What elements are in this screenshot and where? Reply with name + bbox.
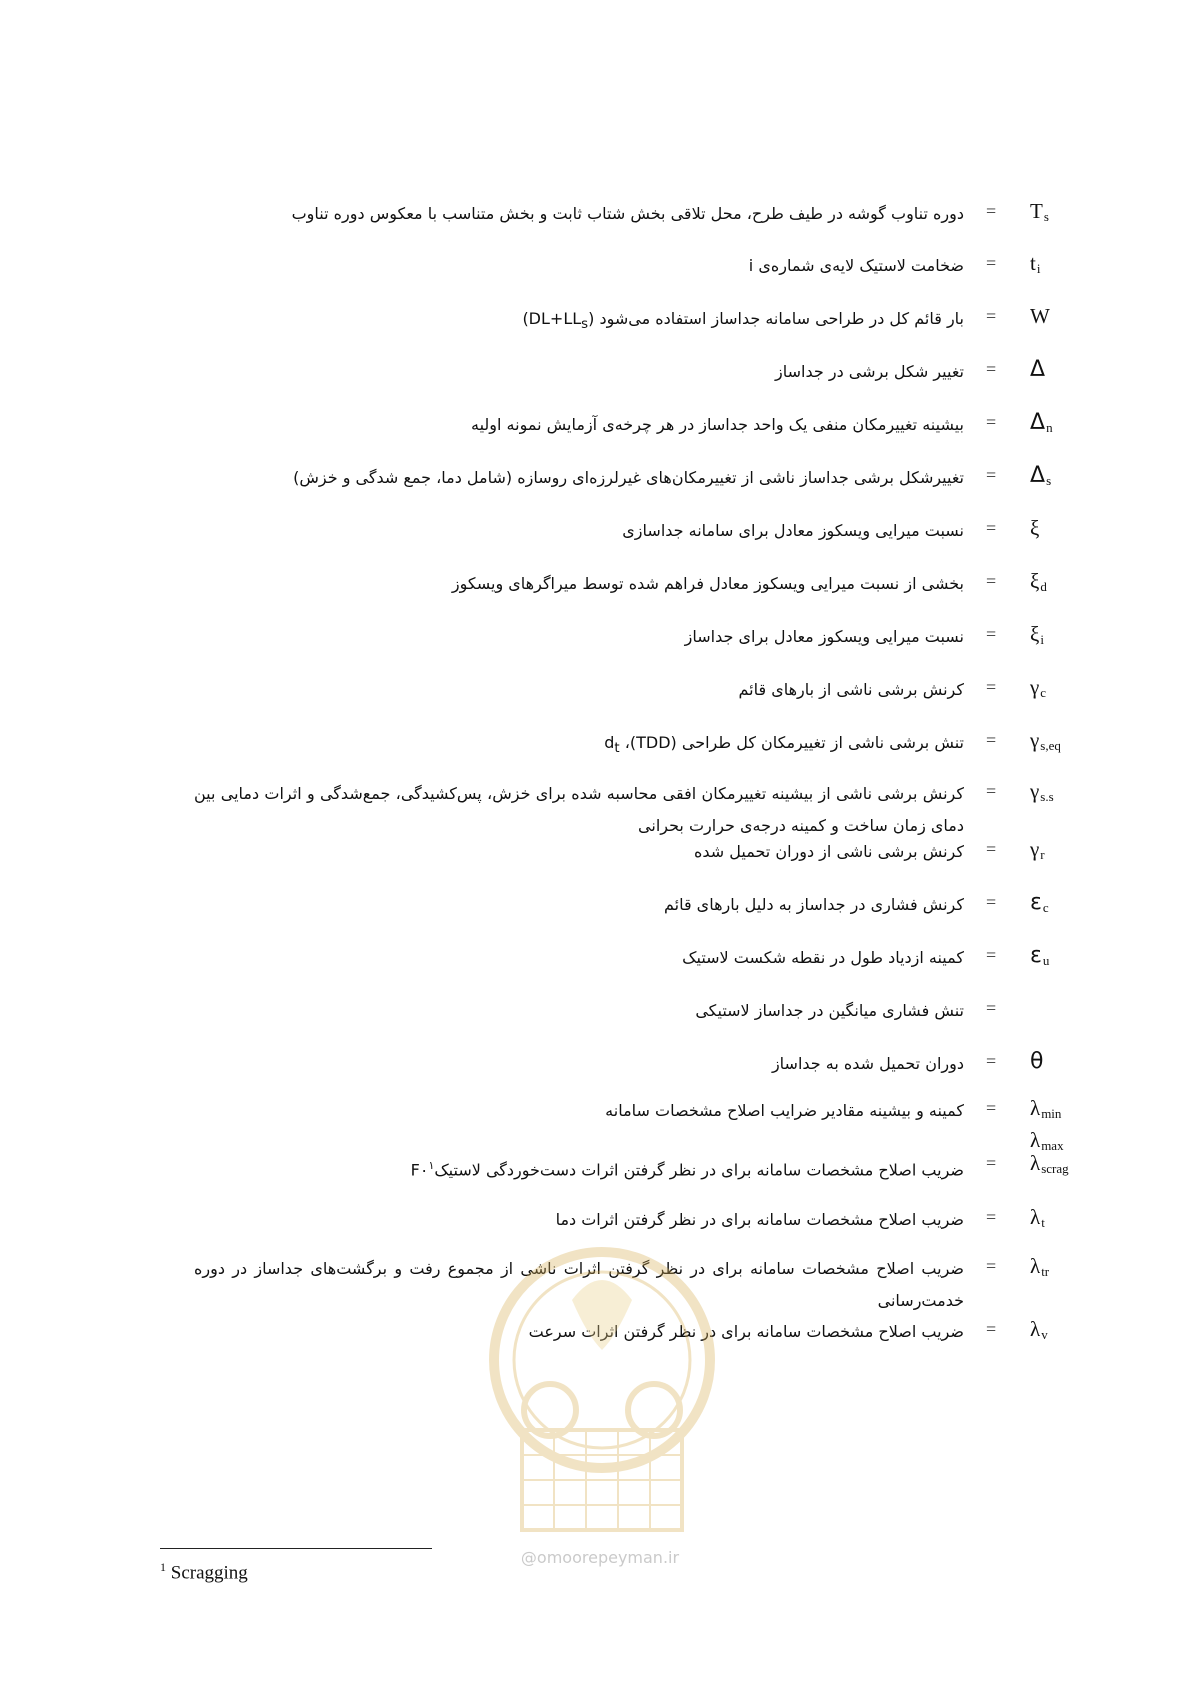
equals-sign: = [986,518,997,538]
definition-text [194,836,964,868]
definition-row [0,1316,1191,1356]
load-combination-close: ) [588,309,595,328]
symbol-subscript: n [1046,420,1053,435]
definition-row [0,942,1191,982]
symbol [1030,568,1110,600]
symbol-glyph: Δ [1030,463,1046,488]
footnote-mark: 1 [160,1560,166,1574]
symbol [1030,462,1110,494]
symbol-glyph: θ [1030,1049,1044,1074]
equals-sign: = [986,1256,997,1276]
definition-body: بیشینه تغییرمکان منفی یک واحد جداساز در هر چرخه‌ی آزمایش نمونه اولیه [471,415,964,434]
symbol-glyph: ε [1030,943,1042,968]
definition-text [194,778,964,842]
equals-sign: = [986,998,997,1018]
symbol-glyph: γ [1030,779,1040,803]
equals-sign: = [986,624,997,644]
definition-text [194,674,964,706]
symbol-subscript: tr [1041,1264,1050,1279]
symbol [1030,356,1110,383]
symbol-subscript: d [1040,579,1047,594]
equals-sign: = [986,945,997,965]
equals-sign: = [986,892,997,912]
symbol-subscript: v [1041,1327,1048,1342]
definition-row [0,198,1191,238]
symbol-glyph: λ [1030,1317,1041,1341]
definition-body: کمینه ازدیاد طول در نقطه شکست لاستیک [682,948,964,967]
symbol-glyph: W [1030,304,1050,328]
definition-text [194,515,964,547]
symbol-glyph: γ [1030,728,1040,752]
symbol [1030,889,1110,921]
equals-sign: = [986,571,997,591]
symbol-subscript: max [1041,1138,1064,1153]
definition-row [0,995,1191,1035]
definition-row [0,1150,1191,1190]
definition-body: دوره تناوب گوشه در طیف طرح، محل تلاقی بخش شتاب ثابت و بخش متناسب با معکوس دوره تناوب [291,204,964,223]
symbol-glyph: λ [1030,1205,1041,1229]
equals-sign: = [986,1098,997,1118]
footnote-separator [160,1548,432,1549]
symbol [1030,727,1110,759]
symbol-subscript: scrag [1041,1161,1069,1176]
equals-sign: = [986,781,997,801]
load-combination-subscript: s [581,317,589,333]
symbol-subscript: c [1040,685,1047,700]
symbol-glyph: ε [1030,890,1042,915]
equals-sign: = [986,1051,997,1071]
definition-row [0,621,1191,661]
definition-text [194,1316,964,1348]
definition-row [0,356,1191,396]
footnote-ref[interactable]: ۱ [428,1159,435,1172]
definition-text [194,1253,964,1317]
definition-body: دوران تحمیل شده به جداساز [771,1054,964,1073]
definition-text [194,356,964,388]
definition-row [0,1204,1191,1244]
definition-row [0,303,1191,343]
definition-row [0,1048,1191,1088]
symbol-glyph: γ [1030,837,1040,861]
equals-sign: = [986,201,997,221]
definition-row [0,568,1191,608]
symbol [1030,942,1110,974]
symbol-subscript: s.s [1040,789,1054,804]
symbol-glyph: λ [1030,1254,1041,1278]
symbol-subscript: c [1042,900,1049,915]
definition-row [0,727,1191,767]
definition-body: تنش برشی ناشی از تغییرمکان کل طراحی (TDD)، d [604,733,964,752]
symbol-subscript: s,eq [1040,738,1061,753]
symbol-glyph: ξ [1030,569,1040,593]
symbol-subscript: r [1040,847,1045,862]
equals-sign: = [986,412,997,432]
symbol [1030,1150,1110,1182]
definition-text [194,250,964,282]
symbol-glyph: Δ [1030,357,1046,382]
equals-sign: = [986,306,997,326]
definition-text [194,621,964,653]
equals-sign: = [986,839,997,859]
symbol-subscript: s [1046,473,1052,488]
symbol-subscript: i [1036,261,1041,276]
equals-sign: = [986,1153,997,1173]
definition-body: بخشی از نسبت میرایی ویسکوز معادل فراهم شده توسط میراگرهای ویسکوز [451,574,964,593]
definition-text [194,462,964,494]
symbol-glyph: ξ [1030,516,1040,540]
definition-text [194,303,964,341]
symbol-glyph: λ [1030,1096,1041,1120]
footnote-text: Scragging [170,1562,248,1584]
definition-text [194,995,964,1027]
definition-row [0,462,1191,502]
symbol-subscript: min [1041,1106,1062,1121]
definition-row [0,889,1191,929]
definition-body: کرنش برشی ناشی از دوران تحمیل شده [693,842,964,861]
definition-row [0,515,1191,555]
symbol-glyph: λ [1030,1128,1041,1152]
symbol [1030,1204,1110,1236]
symbol-glyph: Δ [1030,410,1046,435]
definition-text [194,889,964,921]
symbol [1030,515,1110,541]
symbol-glyph: λ [1030,1151,1041,1175]
definition-body: نسبت میرایی ویسکوز معادل برای جداساز [684,627,964,646]
definition-text [194,1204,964,1236]
equals-sign: = [986,1319,997,1339]
definition-row [0,778,1191,835]
definition-body: کرنش برشی ناشی از بیشینه تغییرمکان افقی محاسبه شده برای خزش، پس‌کشیدگی، جمع‌شدگی و اثرات دمایی بین دمای زمان ساخت و کمینه درجه‌ی حرارت بحرانی [194,784,964,835]
symbol [1030,778,1110,810]
symbol-subscript: u [1042,953,1050,968]
definition-text [194,1095,964,1127]
equals-sign: = [986,465,997,485]
definition-body: ضریب اصلاح مشخصات سامانه برای در نظر گرفتن اثرات سرعت [528,1322,964,1341]
definition-text [194,942,964,974]
symbol [1030,303,1110,329]
definition-body: کمینه و بیشینه مقادیر ضرایب اصلاح مشخصات سامانه [605,1101,964,1120]
load-combination [522,309,595,333]
definition-body: تنش فشاری میانگین در جداساز لاستیکی [695,1001,964,1020]
definition-body: بار قائم کل در طراحی سامانه جداساز استفاده می‌شود [599,309,964,328]
equals-sign: = [986,677,997,697]
definition-row [0,674,1191,714]
definition-row [0,836,1191,876]
definition-text [194,409,964,441]
symbol [1030,674,1110,706]
symbol-glyph: γ [1030,675,1040,699]
symbol-subscript: s [1043,209,1049,224]
footnote-tail: F۰ [410,1160,429,1180]
symbol [1030,250,1110,282]
definition-text [194,1048,964,1080]
definition-body: ضخامت لاستیک لایه‌ی شماره‌ی i [748,256,964,275]
symbol [1030,836,1110,868]
definition-row [0,250,1191,290]
symbol-subscript: i [1040,632,1044,647]
symbol [1030,409,1110,441]
definition-body: ضریب اصلاح مشخصات سامانه برای در نظر گرفتن اثرات ناشی از مجموع رفت و برگشت‌های جداساز در دوره خدمت‌رسانی [194,1259,964,1310]
equals-sign: = [986,253,997,273]
definition-body: کرنش برشی ناشی از بارهای قائم [738,680,964,699]
definition-body: تغییرشکل برشی جداساز ناشی از تغییرمکان‌های غیرلرزه‌ای روسازه (شامل دما، جمع شدگی و خزش) [293,468,964,487]
symbol-glyph: t [1030,251,1036,275]
symbol [1030,1253,1110,1285]
definition-row [0,1095,1191,1153]
definition-body: کرنش فشاری در جداساز به دلیل بارهای قائم [663,895,964,914]
definition-text [194,198,964,230]
load-combination-text: (DL+LL [522,309,582,328]
definition-body: تغییر شکل برشی در جداساز [775,362,964,381]
definition-row [0,1253,1191,1310]
symbol-glyph: ξ [1030,622,1040,646]
equals-sign: = [986,1207,997,1227]
definition-text [194,1150,964,1186]
definition-row [0,409,1191,449]
definition-text [194,568,964,600]
symbol [1030,1048,1110,1075]
definition-text [194,727,964,765]
footnote [160,1560,248,1584]
symbol-glyph: T [1030,199,1043,223]
definition-subscript: t [614,741,620,757]
watermark-text: @omoorepeyman.ir [520,1548,680,1567]
equals-sign: = [986,730,997,750]
symbol [1030,198,1110,230]
equals-sign: = [986,359,997,379]
symbol [1030,621,1110,653]
definition-body: نسبت میرایی ویسکوز معادل برای سامانه جداسازی [622,521,964,540]
definition-body: ضریب اصلاح مشخصات سامانه برای در نظر گرفتن اثرات دست‌خوردگی لاستیک [434,1160,964,1180]
definition-body: ضریب اصلاح مشخصات سامانه برای در نظر گرفتن اثرات دما [555,1210,964,1229]
symbol [1030,1316,1110,1348]
symbol-subscript: t [1041,1215,1045,1230]
